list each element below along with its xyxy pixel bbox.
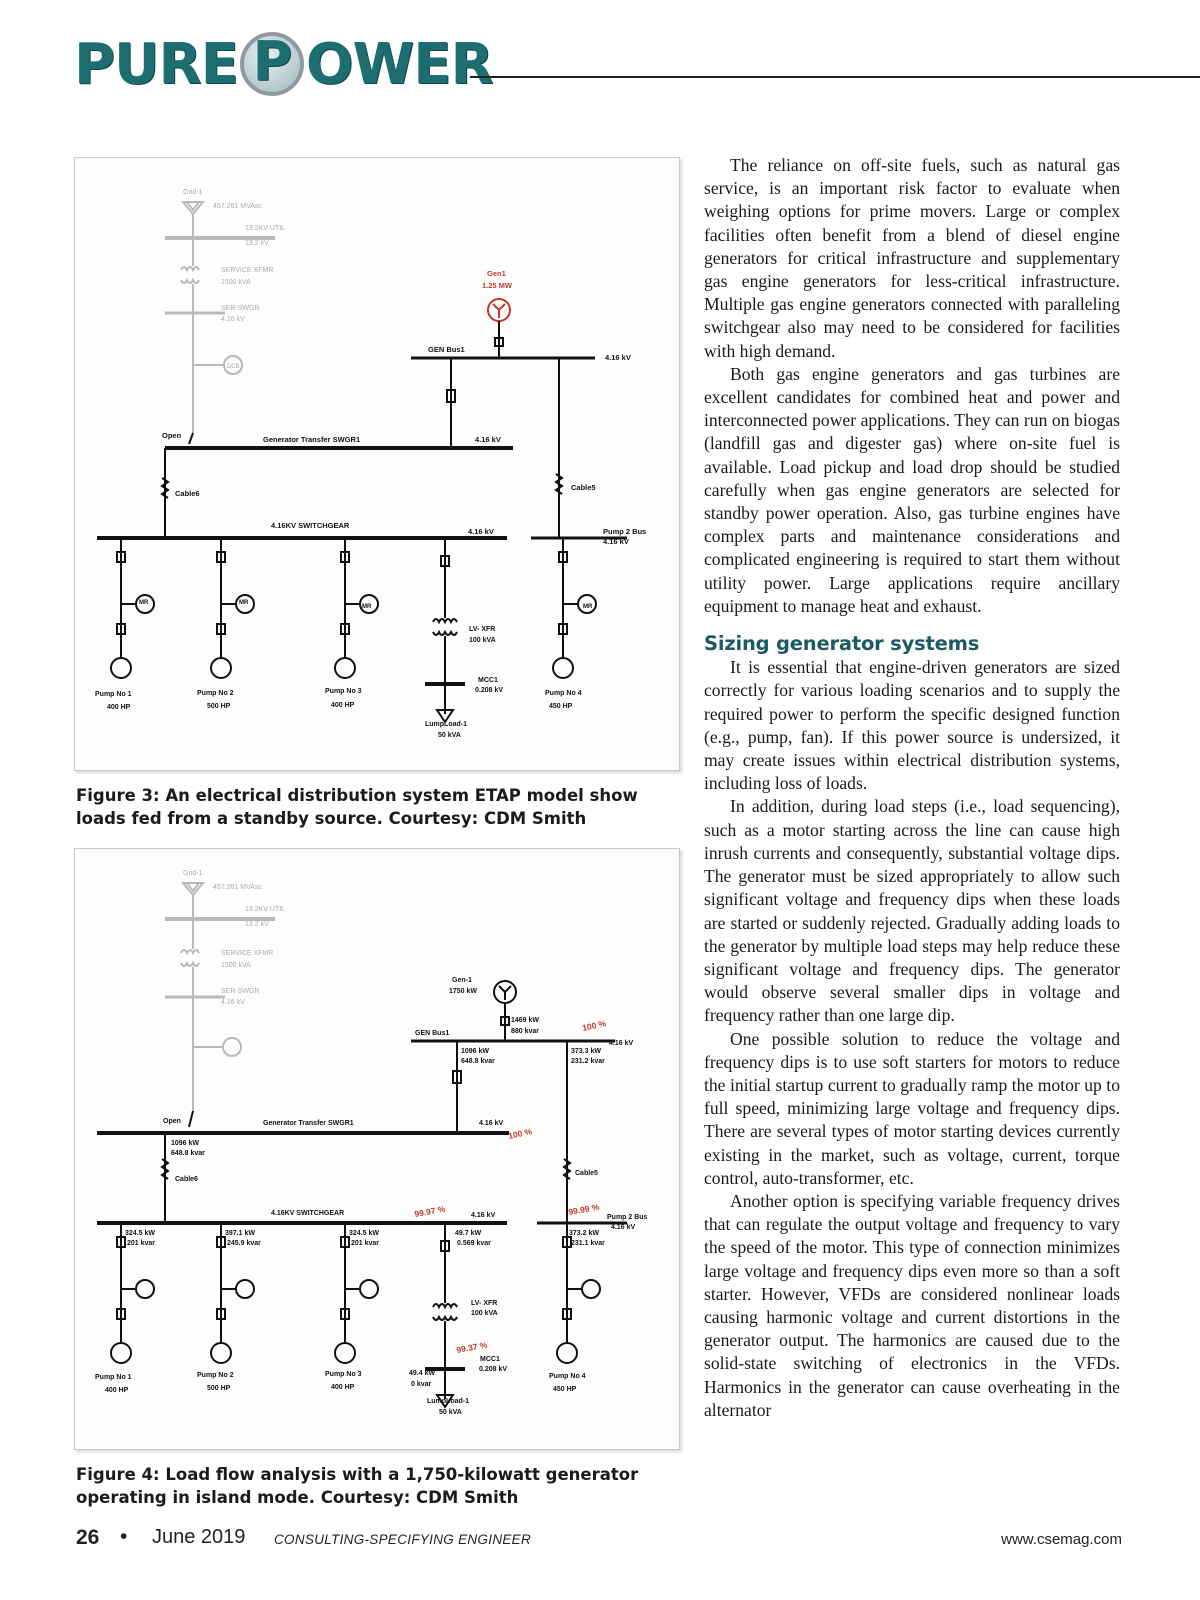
fig4-utility-branch: [165, 883, 275, 1111]
fig3-dcb-label: DCB: [227, 364, 240, 370]
fig3-mcc-kv: 0.208 kV: [475, 687, 504, 694]
fig4-feeder-2-pump-motor: [211, 1343, 231, 1363]
fig4-utility-labels: [183, 870, 285, 1006]
fig4-swgr-kv: 4.16 kV: [471, 1212, 496, 1219]
fig4-f3-kvar: 201 kvar: [351, 1240, 380, 1247]
logo-wordmark: PURE P OWER: [74, 29, 493, 97]
fig4-cable6: Cable6: [175, 1176, 198, 1183]
fig4-gen-kw: 1750 kW: [449, 988, 478, 995]
fig3-pump2bus: Pump 2 Bus: [603, 527, 647, 536]
article-column: [704, 154, 1120, 1422]
fig3-util-bus: 13.2KV UTIL: [245, 225, 286, 232]
fig4-pump2bus: Pump 2 Bus: [607, 1214, 648, 1221]
fig4-gen-bus: GEN Bus1: [415, 1030, 450, 1037]
fig4-feeder-1-motor-relay: [136, 1280, 154, 1298]
fig3-p4: Pump No 4: [545, 690, 582, 697]
fig4-lv-branch-xfr-secondary: [433, 1317, 457, 1320]
figure-3-diagram: [74, 157, 680, 771]
fig3-ser-kv: 4.16 kV: [221, 316, 245, 323]
fig3-p2: Pump No 2: [197, 690, 234, 697]
fig4-f1-kw: 324.5 kW: [125, 1230, 155, 1237]
fig4-feeder-3-pump-motor: [335, 1343, 355, 1363]
fig4-feeder-4-motor-relay: [582, 1280, 600, 1298]
fig3-p3hp: 400 HP: [331, 702, 355, 709]
fig4-mcc-kv: 0.208 kV: [479, 1366, 508, 1373]
fig3-grid-label: Grid-1: [183, 189, 203, 196]
fig4-c6-kw: 1096 kW: [171, 1140, 200, 1147]
fig3-lv-branch-xfr-primary: [433, 619, 457, 622]
fig3-swgr-kv: 4.16 kV: [468, 527, 494, 536]
fig3-mr1: MR: [139, 600, 149, 606]
fig3-transfer-kv: 4.16 kV: [475, 435, 501, 444]
fig4-p3hp: 400 HP: [331, 1384, 355, 1391]
fig4-p1hp: 400 HP: [105, 1387, 129, 1394]
fig3-p2hp: 500 HP: [207, 703, 231, 710]
fig3-lvxfr-kva: 100 kVA: [469, 637, 496, 644]
fig4-p1: Pump No 1: [95, 1374, 132, 1381]
fig4-util-bus: 13.2KV UTIL: [245, 906, 286, 913]
paragraph-5: One possible solution to reduce the voltage and frequency dips is to use soft starters for motors to reduce the initial startup current to gradually ramp the motor up to full speed, minimizing large voltage and frequency dips. There are several types of motor starting devices currently existing in the market, such as voltage, current, torque control, auto-transformer, etc.: [704, 1028, 1120, 1188]
fig3-util-kv: 13.2 kV: [245, 240, 269, 247]
fig4-lv-branch-xfr-primary: [433, 1304, 457, 1307]
fig4-transfer-kv: 4.16 kV: [479, 1120, 504, 1127]
fig4-feeder-1-pump-motor: [111, 1343, 131, 1363]
fig4-f3-kw: 324.5 kW: [349, 1230, 379, 1237]
fig3-gen: Gen1: [487, 269, 506, 278]
paragraph-1: The reliance on off-site fuels, such as natural gas service, is an important risk factor to evaluate when weighing options for prime movers. Large or complex facilities often benefit from a blend of diesel engine generators for critical infrastructure and supplementary gas engine generators for less-critical infrastructure. Multiple gas engine generators connected with paralleling switchgear also may need to be considered for facilities with high demand.: [704, 155, 1120, 361]
fig4-gen: Gen-1: [452, 977, 472, 984]
section-heading-sizing: Sizing generator systems: [704, 632, 980, 656]
fig4-f4-kw: 49.7 kW: [455, 1230, 482, 1237]
fig4-mcc-pct: 99.37 %: [455, 1339, 489, 1355]
fig3-lvxfr: LV- XFR: [469, 626, 496, 633]
footer-bullet: •: [120, 1525, 128, 1548]
fig4-p4hp: 450 HP: [553, 1386, 577, 1393]
fig3-gen-bus: GEN Bus1: [428, 345, 465, 354]
fig4-p2: Pump No 2: [197, 1372, 234, 1379]
fig4-lump: LumpLoad-1: [427, 1398, 469, 1405]
fig4-ser-kv: 4.16 kV: [221, 999, 245, 1006]
fig4-pump2bus-kv: 4.16 kV: [611, 1224, 636, 1231]
fig4-cable5: Cable5: [575, 1170, 598, 1177]
fig3-open: Open: [162, 431, 182, 440]
figure-4-caption: Figure 4: Load flow analysis with a 1,750-kilowatt generator operating in island mode. Courtesy: CDM Smith: [76, 1465, 639, 1507]
fig3-lump-kva: 50 kVA: [438, 732, 461, 739]
fig3-mr3: MR: [362, 604, 372, 610]
fig3-feeder-4-pump-motor: [553, 658, 573, 678]
fig4-f1-kvar: 201 kvar: [127, 1240, 156, 1247]
fig3-xfmr-kva: 1500 kVA: [221, 279, 251, 286]
fig4-open: Open: [163, 1118, 181, 1125]
fig4-c6-kvar: 648.8 kvar: [171, 1150, 205, 1157]
fig4-lump-kva: 50 kVA: [439, 1409, 462, 1416]
fig4-f5-kw: 373.2 kW: [569, 1230, 599, 1237]
fig4-generator-section: [97, 981, 627, 1223]
fig4-tie-kvar: 648.8 kvar: [461, 1058, 495, 1065]
fig4-lvxfr-kva: 100 kVA: [471, 1310, 498, 1317]
fig4-transfer-pct: 100 %: [507, 1126, 533, 1141]
fig3-utility-labels: [183, 189, 285, 370]
header-rule: [470, 76, 1200, 78]
fig4-gen-out-kw: 1469 kW: [511, 1017, 540, 1024]
fig3-lv-branch-xfr-secondary: [433, 632, 457, 635]
fig3-swgr: 4.16KV SWITCHGEAR: [271, 521, 350, 530]
fig3-feeder-1-pump-motor: [111, 658, 131, 678]
fig3-feeder-3-pump-motor: [335, 658, 355, 678]
fig4-transfer: Generator Transfer SWGR1: [263, 1120, 354, 1127]
fig3-utility-branch: [165, 202, 275, 433]
fig4-grid-label: Grid-1: [183, 870, 203, 877]
paragraph-3: It is essential that engine-driven generators are sized correctly for various loading scenarios and to supply the required power to perform the specific designed function (e.g., pump, fan). If this power source is undersized, it may create issues within electrical distribution systems, including loss of loads.: [704, 657, 1120, 794]
fig3-lump: LumpLoad-1: [425, 721, 467, 728]
fig4-f2-kvar: 245.9 kvar: [227, 1240, 261, 1247]
fig3-feeder-2-pump-motor: [211, 658, 231, 678]
fig4-gen-bus-pct: 100 %: [581, 1018, 607, 1033]
fig4-lvxfr: LV- XFR: [471, 1300, 498, 1307]
fig4-pump2bus-pct: 99.99 %: [567, 1201, 601, 1217]
fig3-transfer: Generator Transfer SWGR1: [263, 435, 361, 444]
figure-4-one-line-diagram: [75, 849, 679, 1449]
figure-3-one-line-diagram: [75, 158, 679, 770]
fig4-p3: Pump No 3: [325, 1371, 362, 1378]
fig3-p1: Pump No 1: [95, 691, 132, 698]
fig4-grid-mvasc: 457.261 MVAsc: [213, 884, 262, 891]
fig3-grid-mvasc: 457.261 MVAsc: [213, 203, 262, 210]
fig4-lump-kvar: 0 kvar: [411, 1381, 432, 1388]
fig3-xfmr: SERVICE XFMR: [221, 267, 274, 274]
magazine-name: CONSULTING-SPECIFYING ENGINEER: [274, 1532, 532, 1547]
fig4-p2hp: 500 HP: [207, 1385, 231, 1392]
figure-4-diagram: [74, 848, 680, 1450]
paragraph-6: Another option is specifying variable frequency drives that can regulate the output voltage and frequency to vary the speed of the motor. This type of connection minimizes large voltage and frequency dips even more so than a soft starter. However, VFDs are considered nonlinear loads causing harmonic voltage and current distortions in the generator output. The harmonics are caused due to the solid-state switching of electronics in the VFDs. Harmonics in the generator can cause overheating in the alternator: [704, 1190, 1120, 1420]
page-number: 26: [76, 1526, 100, 1549]
fig4-util-kv: 13.2 kV: [245, 921, 269, 928]
fig3-cable5: Cable5: [571, 483, 596, 492]
fig4-feeders: [111, 1223, 600, 1407]
fig4-gen-bus-kv: 4.16 kV: [609, 1040, 634, 1047]
fig4-f4-kvar: 0.569 kvar: [457, 1240, 491, 1247]
figure-3-caption: Figure 3: An electrical distribution system ETAP model show loads fed from a standby source. Courtesy: CDM Smith: [76, 786, 638, 828]
pure-power-logo: [74, 22, 493, 100]
paragraph-4: In addition, during load steps (i.e., load sequencing), such as a motor starting across the line can cause high inrush currents and consequently, substantial voltage dips. The generator must be sized appropriately to allow such significant voltage and frequency dips when these loads are started or suddenly rejected. Gradually adding loads to the generator by multiple load steps may help reduce these significant voltage and frequency dips. The generator would observe several smaller dips in voltage and frequency rather than one large dip.: [704, 796, 1120, 1026]
fig4-f5-kvar: 231.1 kvar: [571, 1240, 605, 1247]
fig3-p4hp: 450 HP: [549, 703, 573, 710]
fig3-pump2bus-kv: 4.16 kV: [603, 537, 629, 546]
fig4-lump-kw: 49.4 kW: [409, 1370, 436, 1377]
fig3-gen-mw: 1.25 MW: [482, 281, 513, 290]
fig4-f2-kw: 397.1 kW: [225, 1230, 255, 1237]
fig4-feeder-3-motor-relay: [360, 1280, 378, 1298]
fig3-mr2: MR: [239, 600, 249, 606]
fig4-xfmr-kva: 1500 kVA: [221, 962, 251, 969]
fig3-mr4: MR: [583, 604, 593, 610]
paragraph-2: Both gas engine generators and gas turbines are excellent candidates for combined heat and power and interconnected power applications. They can run on biogas (landfill gas and digester gas) where on-site fuel is available. Load pickup and load drop should be studied carefully when gas engine generators are selected for standby power operation. Also, gas turbine engines have complex parts and maintenance considerations and complicated engineering is required to start them without utility power. Large applications require ancillary equipment to manage heat and exhaust.: [704, 363, 1120, 616]
website-link[interactable]: www.csemag.com: [1001, 1531, 1122, 1548]
fig4-swgr: 4.16KV SWITCHGEAR: [271, 1210, 345, 1217]
fig4-p4feed-kw: 373.3 kW: [571, 1048, 601, 1055]
fig3-generator-section: [97, 299, 627, 538]
fig4-p4feed-kvar: 231.2 kvar: [571, 1058, 605, 1065]
fig3-p1hp: 400 HP: [107, 704, 131, 711]
fig4-mcc: MCC1: [480, 1356, 500, 1363]
fig4-xfmr: SERVICE XFMR: [221, 950, 274, 957]
fig4-tie-kw: 1096 kW: [461, 1048, 490, 1055]
page-footer: [76, 1526, 1122, 1556]
fig3-mcc: MCC1: [478, 677, 498, 684]
fig4-feeder-4-pump-motor: [557, 1343, 577, 1363]
fig3-ser-swgr: SER-SWGR: [221, 305, 260, 312]
fig3-load-labels: [95, 600, 593, 739]
fig3-cable6: Cable6: [175, 489, 200, 498]
fig4-ser-swgr: SER-SWGR: [221, 988, 260, 995]
fig4-flow-labels: [95, 977, 648, 1416]
fig4-p4: Pump No 4: [549, 1373, 586, 1380]
fig4-gen-out-kvar: 880 kvar: [511, 1028, 540, 1035]
fig4-swgr-pct: 99.97 %: [413, 1203, 447, 1219]
fig3-p3: Pump No 3: [325, 688, 362, 695]
issue-date: June 2019: [152, 1526, 246, 1548]
fig4-feeder-2-motor-relay: [236, 1280, 254, 1298]
fig3-gen-bus-kv: 4.16 kV: [605, 353, 631, 362]
